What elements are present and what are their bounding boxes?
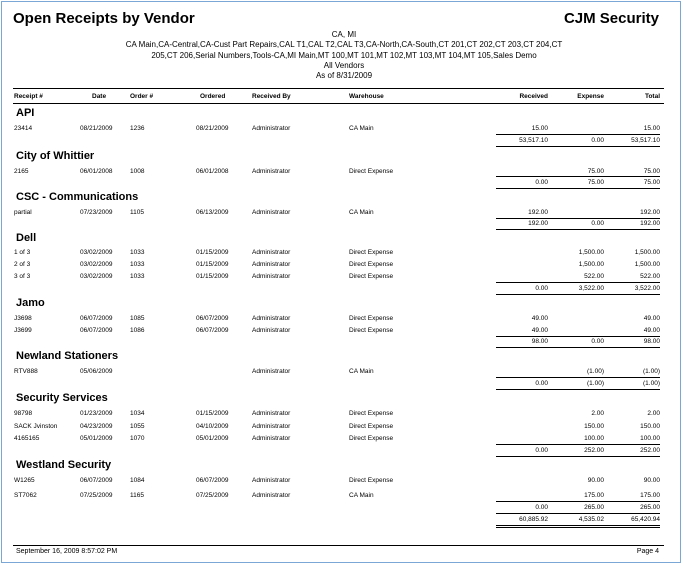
subtotal-total: 98.00	[643, 338, 660, 345]
cell-warehouse: Direct Expense	[349, 261, 394, 268]
cell-expense: 1,500.00	[578, 249, 604, 256]
cell-ordered: 06/07/2009	[196, 327, 229, 334]
subtotal-total: 192.00	[640, 220, 660, 227]
cell-order: 1055	[130, 423, 145, 430]
cell-warehouse: Direct Expense	[349, 249, 394, 256]
cell-expense: 75.00	[587, 168, 604, 175]
cell-receipt: 2 of 3	[14, 261, 31, 268]
cell-expense: 522.00	[584, 273, 604, 280]
subtotal-expense: 252.00	[584, 447, 604, 454]
filter-line: CA, MI	[331, 30, 357, 39]
cell-total: 90.00	[643, 477, 660, 484]
subtotal-received: 0.00	[535, 285, 548, 292]
cell-total: 75.00	[643, 168, 660, 175]
cell-order: 1070	[130, 435, 145, 442]
filter-line: CA Main,CA-Central,CA-Cust Part Repairs,CAL T1,CAL T2,CAL T3,CA-North,CA-South,CT 201,CT 202,CT 203,CT 204,CT	[125, 40, 563, 50]
subtotal-rule	[496, 377, 660, 378]
subtotal-total: (1.00)	[643, 380, 660, 387]
col-receipt: Receipt #	[14, 93, 43, 100]
cell-order: 1034	[130, 410, 145, 417]
grand-total-rule	[496, 525, 660, 526]
print-timestamp: September 16, 2009 8:57:02 PM	[16, 548, 118, 555]
cell-received-by: Administrator	[252, 410, 291, 417]
cell-order: 1033	[130, 261, 145, 268]
subtotal-rule	[496, 176, 660, 177]
cell-total: 49.00	[643, 327, 660, 334]
grand-total-received: 60,885.92	[519, 516, 548, 523]
subtotal-received: 0.00	[535, 380, 548, 387]
vendor-name: City of Whittier	[16, 150, 95, 162]
subtotal-total: 53,517.10	[631, 137, 660, 144]
cell-date: 03/02/2009	[80, 249, 113, 256]
cell-warehouse: CA Main	[349, 209, 374, 216]
cell-receipt: 23414	[14, 125, 33, 132]
cell-receipt: J3699	[14, 327, 32, 334]
cell-receipt: SACK Jvinston	[14, 423, 58, 430]
cell-receipt: partial	[14, 209, 32, 216]
cell-total: 522.00	[640, 273, 660, 280]
cell-total: 192.00	[640, 209, 660, 216]
cell-warehouse: CA Main	[349, 368, 374, 375]
subtotal-rule	[496, 347, 660, 348]
vendor-name: Newland Stationers	[16, 350, 119, 362]
col-ordered: Ordered	[200, 93, 226, 100]
cell-warehouse: Direct Expense	[349, 273, 394, 280]
cell-receipt: 98798	[14, 410, 33, 417]
subtotal-rule	[496, 146, 660, 147]
subtotal-received: 192.00	[528, 220, 548, 227]
subtotal-total: 75.00	[643, 179, 660, 186]
cell-order: 1008	[130, 168, 145, 175]
cell-date: 06/01/2008	[80, 168, 113, 175]
cell-received-by: Administrator	[252, 368, 291, 375]
cell-received-by: Administrator	[252, 168, 291, 175]
cell-receipt: 1 of 3	[14, 249, 31, 256]
cell-ordered: 07/25/2009	[196, 492, 229, 499]
cell-expense: 2.00	[591, 410, 604, 417]
subtotal-received: 0.00	[535, 179, 548, 186]
cell-received: 49.00	[531, 315, 548, 322]
subtotal-rule	[496, 456, 660, 457]
cell-date: 06/07/2009	[80, 315, 113, 322]
cell-warehouse: Direct Expense	[349, 410, 394, 417]
cell-receipt: W1265	[14, 477, 35, 484]
cell-warehouse: Direct Expense	[349, 477, 394, 484]
filter-line: As of 8/31/2009	[315, 71, 373, 81]
cell-receipt: 4165165	[14, 435, 40, 442]
grand-total-rule	[496, 527, 660, 528]
col-date: Date	[92, 93, 107, 100]
subtotal-expense: 3,522.00	[578, 285, 604, 292]
cell-total: 2.00	[647, 410, 660, 417]
subtotal-rule	[496, 282, 660, 283]
vendor-name: Jamo	[16, 297, 45, 309]
cell-total: 175.00	[640, 492, 660, 499]
vendor-name: Security Services	[16, 392, 108, 404]
col-total: Total	[644, 93, 660, 100]
subtotal-received: 53,517.10	[519, 137, 548, 144]
cell-expense: (1.00)	[587, 368, 604, 375]
cell-receipt: 2165	[14, 168, 29, 175]
cell-ordered: 06/01/2008	[196, 168, 229, 175]
cell-order: 1105	[130, 209, 144, 216]
subtotal-rule	[496, 444, 660, 445]
cell-date: 08/21/2009	[80, 125, 113, 132]
cell-warehouse: CA Main	[349, 125, 374, 132]
subtotal-expense: 0.00	[591, 220, 604, 227]
filter-line: All Vendors	[323, 60, 365, 70]
cell-receipt: ST7062	[14, 492, 37, 499]
subtotal-rule	[496, 229, 660, 230]
cell-order: 1086	[130, 327, 145, 334]
cell-order: 1033	[130, 249, 145, 256]
cell-ordered: 04/10/2009	[196, 423, 229, 430]
col-received: Received	[519, 93, 548, 100]
cell-date: 05/01/2009	[80, 435, 113, 442]
filter-line: 205,CT 206,Serial Numbers,Tools-CA,MI Main,MT 100,MT 101,MT 102,MT 103,MT 104,MT 105,Sales Demo	[151, 50, 537, 60]
page-number: Page 4	[636, 548, 659, 555]
cell-received-by: Administrator	[252, 435, 291, 442]
cell-expense: 150.00	[584, 423, 604, 430]
grand-total-total: 65,420.94	[631, 516, 660, 523]
header-rule-bottom	[13, 103, 664, 104]
cell-ordered: 01/15/2009	[196, 249, 229, 256]
cell-ordered: 05/01/2009	[196, 435, 229, 442]
cell-date: 06/07/2009	[80, 327, 113, 334]
cell-ordered: 01/15/2009	[196, 273, 229, 280]
subtotal-expense: 0.00	[591, 338, 604, 345]
cell-received: 49.00	[531, 327, 548, 334]
cell-ordered: 06/07/2009	[196, 315, 229, 322]
cell-warehouse: Direct Expense	[349, 315, 394, 322]
subtotal-received: 98.00	[531, 338, 548, 345]
subtotal-rule	[496, 336, 660, 337]
cell-received: 15.00	[531, 125, 548, 132]
subtotal-total: 265.00	[640, 504, 660, 511]
report-filters	[62, 30, 626, 81]
subtotal-received: 0.00	[535, 447, 548, 454]
cell-ordered: 08/21/2009	[196, 125, 229, 132]
cell-received-by: Administrator	[252, 423, 291, 430]
cell-date: 03/02/2009	[80, 273, 113, 280]
subtotal-rule	[496, 294, 660, 295]
cell-expense: 100.00	[584, 435, 604, 442]
subtotal-expense: 75.00	[587, 179, 604, 186]
cell-warehouse: Direct Expense	[349, 327, 394, 334]
cell-date: 03/02/2009	[80, 261, 113, 268]
subtotal-rule	[496, 513, 660, 514]
col-order: Order #	[130, 93, 154, 100]
cell-date: 07/23/2009	[80, 209, 113, 216]
cell-total: 150.00	[640, 423, 660, 430]
company-name: CJM Security	[563, 10, 659, 27]
cell-received-by: Administrator	[252, 273, 291, 280]
col-warehouse: Warehouse	[349, 93, 384, 100]
cell-date: 01/23/2009	[80, 410, 113, 417]
cell-expense: 1,500.00	[578, 261, 604, 268]
cell-total: 1,500.00	[634, 261, 660, 268]
cell-received-by: Administrator	[252, 125, 291, 132]
cell-expense: 175.00	[584, 492, 604, 499]
cell-date: 06/07/2009	[80, 477, 113, 484]
cell-date: 04/23/2009	[80, 423, 113, 430]
report-title: Open Receipts by Vendor	[13, 10, 195, 27]
cell-total: 49.00	[643, 315, 660, 322]
vendor-name: Dell	[16, 232, 37, 244]
vendor-name: API	[16, 107, 35, 119]
vendor-name: Westland Security	[16, 459, 112, 471]
cell-received: 192.00	[528, 209, 548, 216]
subtotal-expense: (1.00)	[587, 380, 604, 387]
report-page	[1, 1, 681, 563]
subtotal-rule	[496, 134, 660, 135]
cell-order: 1085	[130, 315, 145, 322]
cell-ordered: 06/13/2009	[196, 209, 229, 216]
cell-received-by: Administrator	[252, 327, 291, 334]
cell-total: (1.00)	[643, 368, 660, 375]
cell-ordered: 01/15/2009	[196, 261, 229, 268]
cell-total: 100.00	[640, 435, 660, 442]
cell-receipt: J3698	[14, 315, 32, 322]
header-rule-top	[13, 88, 664, 89]
cell-received-by: Administrator	[252, 209, 291, 216]
subtotal-total: 3,522.00	[634, 285, 660, 292]
cell-received-by: Administrator	[252, 315, 291, 322]
cell-order: 1084	[130, 477, 145, 484]
subtotal-rule	[496, 218, 660, 219]
cell-total: 1,500.00	[634, 249, 660, 256]
cell-expense: 90.00	[587, 477, 604, 484]
subtotal-rule	[496, 188, 660, 189]
cell-total: 15.00	[643, 125, 660, 132]
subtotal-rule	[496, 389, 660, 390]
cell-receipt: 3 of 3	[14, 273, 31, 280]
vendor-name: CSC - Communications	[16, 191, 139, 203]
col-expense: Expense	[577, 93, 604, 100]
cell-order: 1033	[130, 273, 145, 280]
cell-ordered: 06/07/2009	[196, 477, 229, 484]
cell-date: 05/06/2009	[80, 368, 113, 375]
cell-order: 1236	[130, 125, 145, 132]
cell-order: 1165	[130, 492, 144, 499]
cell-warehouse: Direct Expense	[349, 435, 394, 442]
cell-ordered: 01/15/2009	[196, 410, 229, 417]
cell-warehouse: Direct Expense	[349, 168, 394, 175]
subtotal-expense: 265.00	[584, 504, 604, 511]
cell-receipt: RTV888	[14, 368, 38, 375]
cell-warehouse: Direct Expense	[349, 423, 394, 430]
subtotal-rule	[496, 501, 660, 502]
col-received-by: Received By	[252, 93, 291, 100]
cell-warehouse: CA Main	[349, 492, 374, 499]
footer-rule	[13, 545, 664, 546]
cell-date: 07/25/2009	[80, 492, 113, 499]
cell-received-by: Administrator	[252, 492, 291, 499]
cell-received-by: Administrator	[252, 261, 291, 268]
subtotal-expense: 0.00	[591, 137, 604, 144]
subtotal-received: 0.00	[535, 504, 548, 511]
cell-received-by: Administrator	[252, 477, 291, 484]
cell-received-by: Administrator	[252, 249, 291, 256]
subtotal-total: 252.00	[640, 447, 660, 454]
grand-total-expense: 4,535.02	[578, 516, 604, 523]
